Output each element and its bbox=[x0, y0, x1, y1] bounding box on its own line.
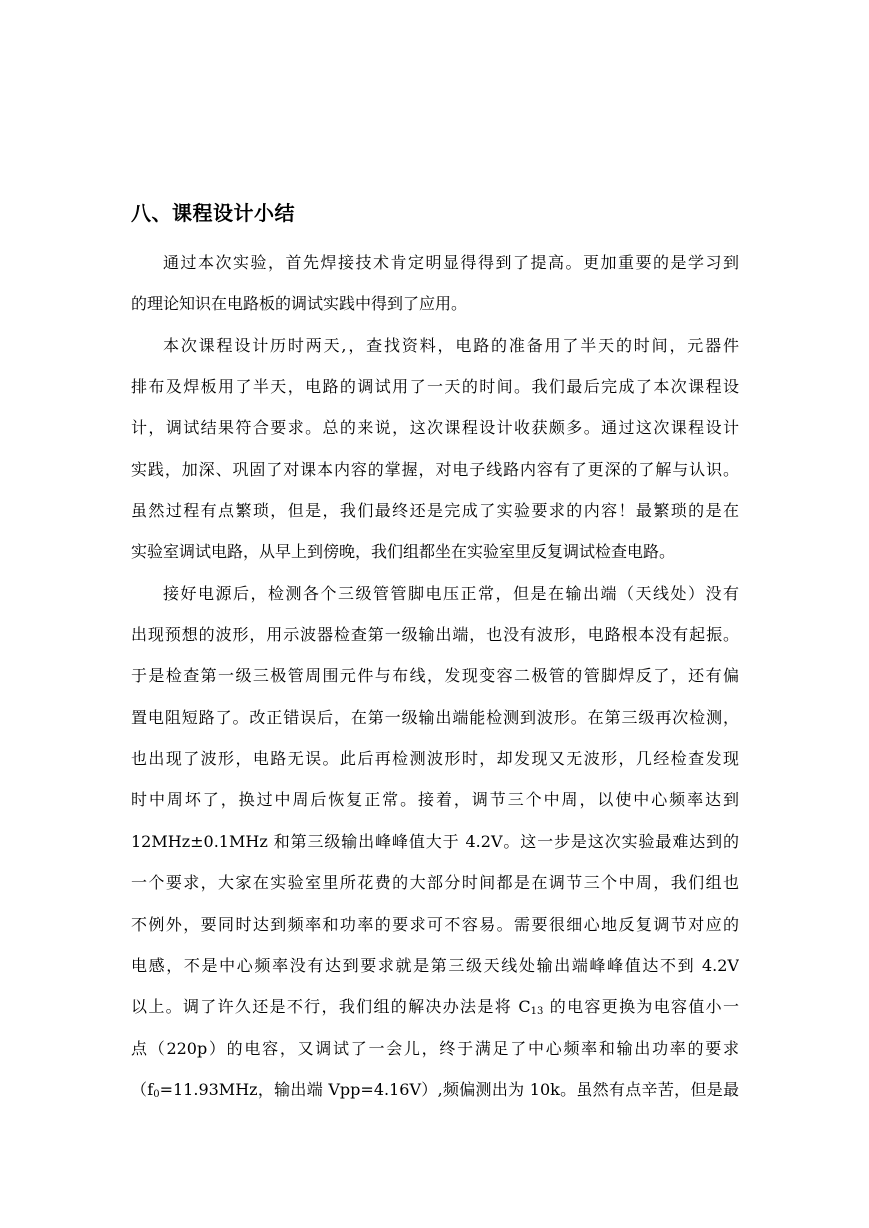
text-line bbox=[131, 986, 739, 1027]
text-line: 于是检查第一级三极管周围元件与布线，发现变容二极管的管脚焊反了，还有偏 bbox=[131, 666, 739, 686]
text-line: 实践，加深、巩固了对课本内容的掌握，对电子线路内容有了更深的了解与认识。 bbox=[131, 459, 739, 479]
body-text bbox=[131, 242, 739, 1110]
text-line: 计，调试结果符合要求。总的来说，这次课程设计收获颇多。通过这次课程设计 bbox=[131, 418, 739, 438]
text-line bbox=[131, 1069, 739, 1110]
subscript: 13 bbox=[530, 1006, 544, 1018]
text-line: 接好电源后，检测各个三级管管脚电压正常，但是在输出端（天线处）没有 bbox=[163, 583, 739, 603]
text-line: 通过本次实验，首先焊接技术肯定明显得得到了提高。更加重要的是学习到 bbox=[163, 253, 739, 272]
text-fragment: （f bbox=[131, 1079, 154, 1099]
text-fragment: 的电容更换为电容值小一 bbox=[543, 997, 739, 1017]
section-heading: 八、课程设计小结 bbox=[131, 201, 295, 225]
text-line: 一个要求，大家在实验室里所花费的大部分时间都是在调节三个中周，我们组也 bbox=[131, 873, 739, 893]
text-line: 不例外，要同时达到频率和功率的要求可不容易。需要很细心地反复调节对应的 bbox=[131, 914, 739, 934]
text-line: 虽然过程有点繁琐，但是，我们最终还是完成了实验要求的内容！最繁琐的是在 bbox=[131, 501, 739, 521]
text-line: 置电阻短路了。改正错误后，在第一级输出端能检测到波形。在第三级再次检测， bbox=[131, 707, 739, 727]
text-line: 点（220p）的电容，又调试了一会儿，终于满足了中心频率和输出功率的要求 bbox=[131, 1038, 739, 1058]
text-line: 的理论知识在电路板的调试实践中得到了应用。 bbox=[131, 294, 468, 314]
text-line: 也出现了波形，电路无误。此后再检测波形时，却发现又无波形，几经检查发现 bbox=[131, 749, 739, 769]
text-line: 电感，不是中心频率没有达到要求就是第三级天线处输出端峰峰值达不到 4.2V bbox=[131, 955, 739, 975]
text-line: 实验室调试电路，从早上到傍晚，我们组都坐在实验室里反复调试检查电路。 bbox=[131, 542, 676, 562]
text-line: 排布及焊板用了半天，电路的调试用了一天的时间。我们最后完成了本次课程设 bbox=[131, 377, 739, 397]
text-line: 出现预想的波形，用示波器检查第一级输出端，也没有波形，电路根本没有起振。 bbox=[131, 625, 739, 645]
text-fragment: 以上。调了许久还是不行，我们组的解决办法是将 C bbox=[131, 997, 531, 1017]
text-line: 12MHz±0.1MHz 和第三级输出峰峰值大于 4.2V。这一步是这次实验最难达到的 bbox=[131, 831, 739, 851]
text-fragment: =11.93MHz，输出端 Vpp=4.16V）,频偏测出为 10k。虽然有点辛苦，但是最 bbox=[159, 1079, 739, 1099]
text-line: 时中周坏了，换过中周后恢复正常。接着，调节三个中周，以使中心频率达到 bbox=[131, 790, 739, 810]
subscript: 0 bbox=[153, 1088, 160, 1100]
text-line: 本次课程设计历时两天,，查找资料，电路的准备用了半天的时间，元器件 bbox=[163, 335, 739, 355]
